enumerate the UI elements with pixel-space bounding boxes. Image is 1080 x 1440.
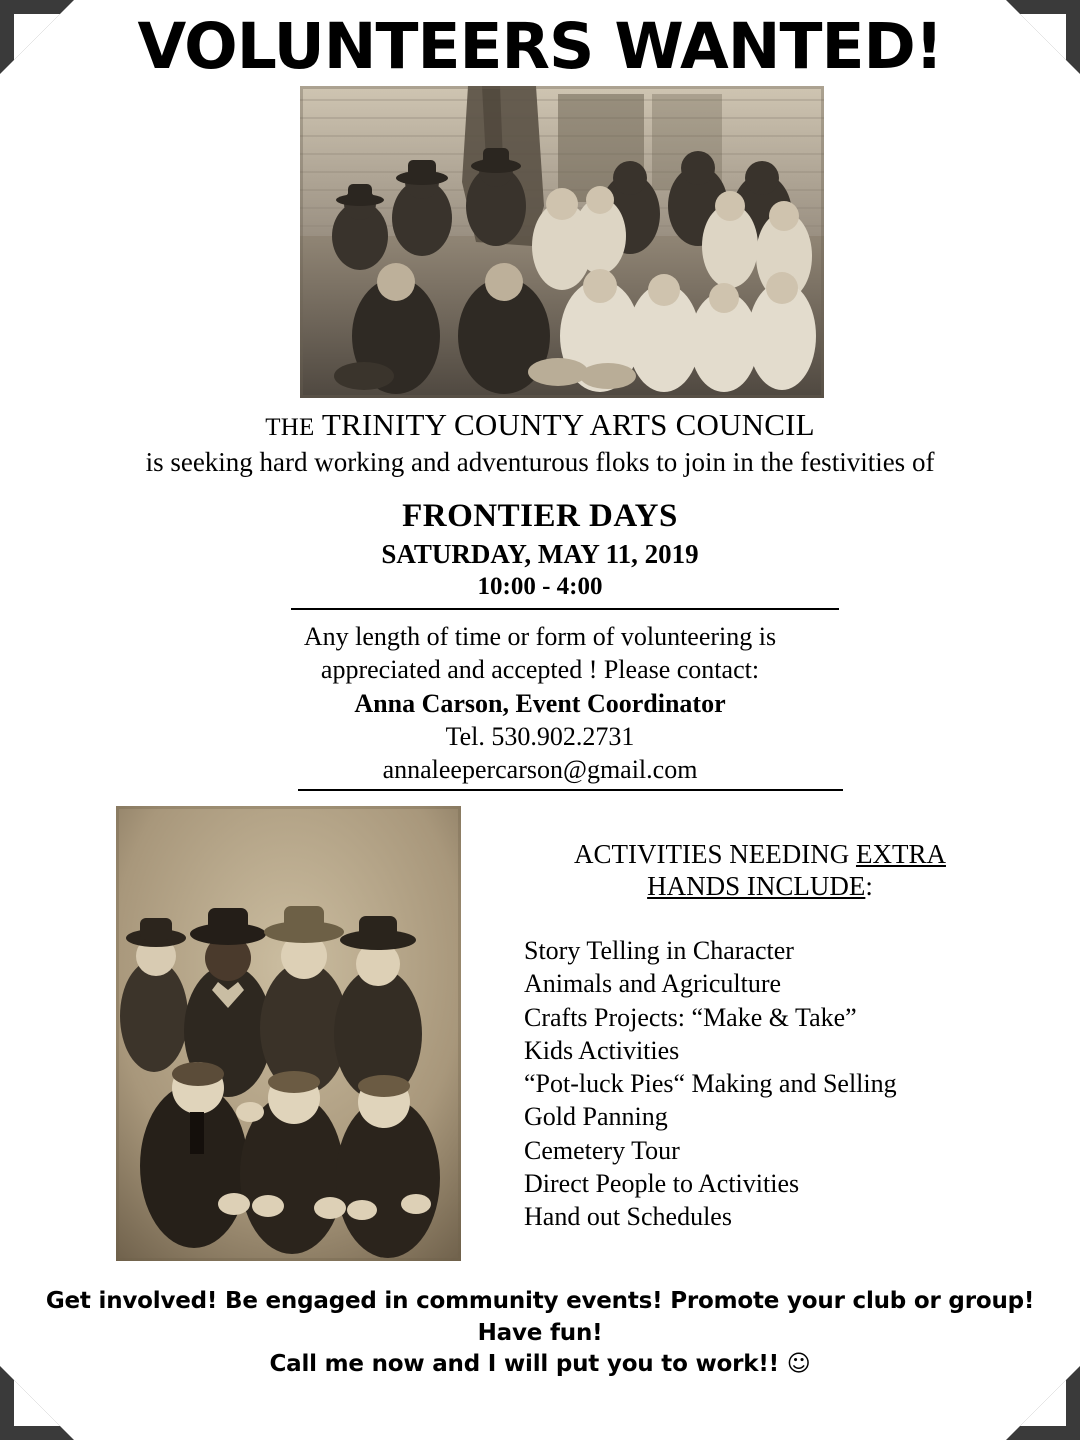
list-item: Kids Activities (524, 1035, 680, 1065)
list-item: Animals and Agriculture (524, 969, 782, 999)
activities-heading-extra: EXTRA (855, 839, 946, 869)
list-item: Hand out Schedules (524, 1202, 732, 1232)
list-item: Story Telling in Character (524, 936, 794, 965)
event-date: SATURDAY, MAY 11, 2019 (381, 539, 699, 569)
org-name: TRINITY COUNTY ARTS COUNCIL (321, 407, 815, 442)
list-item: Crafts Projects: “Make & Take” (524, 1002, 857, 1032)
divider-top (291, 608, 839, 610)
footer-line-2: Have fun! (477, 1319, 603, 1346)
historic-group-photo-porch (300, 86, 824, 398)
list-item: Cemetery Tour (524, 1135, 680, 1165)
list-item: Direct People to Activities (524, 1168, 800, 1198)
org-the: THE (265, 414, 315, 441)
seeking-line: is seeking hard working and adventurous floks to join in the festivities of (145, 447, 935, 477)
contact-line-2: appreciated and accepted ! Please contact: (320, 655, 760, 685)
list-item: “Pot-luck Pies“ Making and Selling (524, 1069, 897, 1099)
call-to-action-footer (0, 1286, 1080, 1381)
footer-line-3: Call me now and I will put you to work!! ☺ (269, 1351, 811, 1378)
contact-phone[interactable]: Tel. 530.902.2731 (445, 721, 635, 751)
footer-line-1: Get involved! Be engaged in community events! Promote your club or group! (45, 1288, 1035, 1314)
activities-heading (480, 838, 1040, 903)
contact-email[interactable]: annaleepercarson@gmail.com (382, 755, 698, 785)
activities-list (524, 934, 897, 1233)
event-time: 10:00 - 4:00 (477, 573, 603, 600)
activities-heading-colon: : (865, 871, 873, 902)
event-title: FRONTIER DAYS (402, 498, 678, 534)
activities-heading-hands: HANDS INCLUDE (647, 871, 866, 902)
contact-block (0, 620, 1080, 786)
activities-heading-pre: ACTIVITIES NEEDING (574, 839, 856, 869)
divider-bottom (298, 789, 843, 791)
coordinator-name: Anna Carson, Event Coordinator (354, 688, 726, 718)
page-title: VOLUNTEERS WANTED! (137, 10, 943, 83)
contact-line-1: Any length of time or form of volunteering is (303, 622, 777, 651)
list-item: Gold Panning (524, 1102, 668, 1132)
historic-group-photo-studio (116, 806, 461, 1261)
organization-line (0, 407, 1080, 443)
